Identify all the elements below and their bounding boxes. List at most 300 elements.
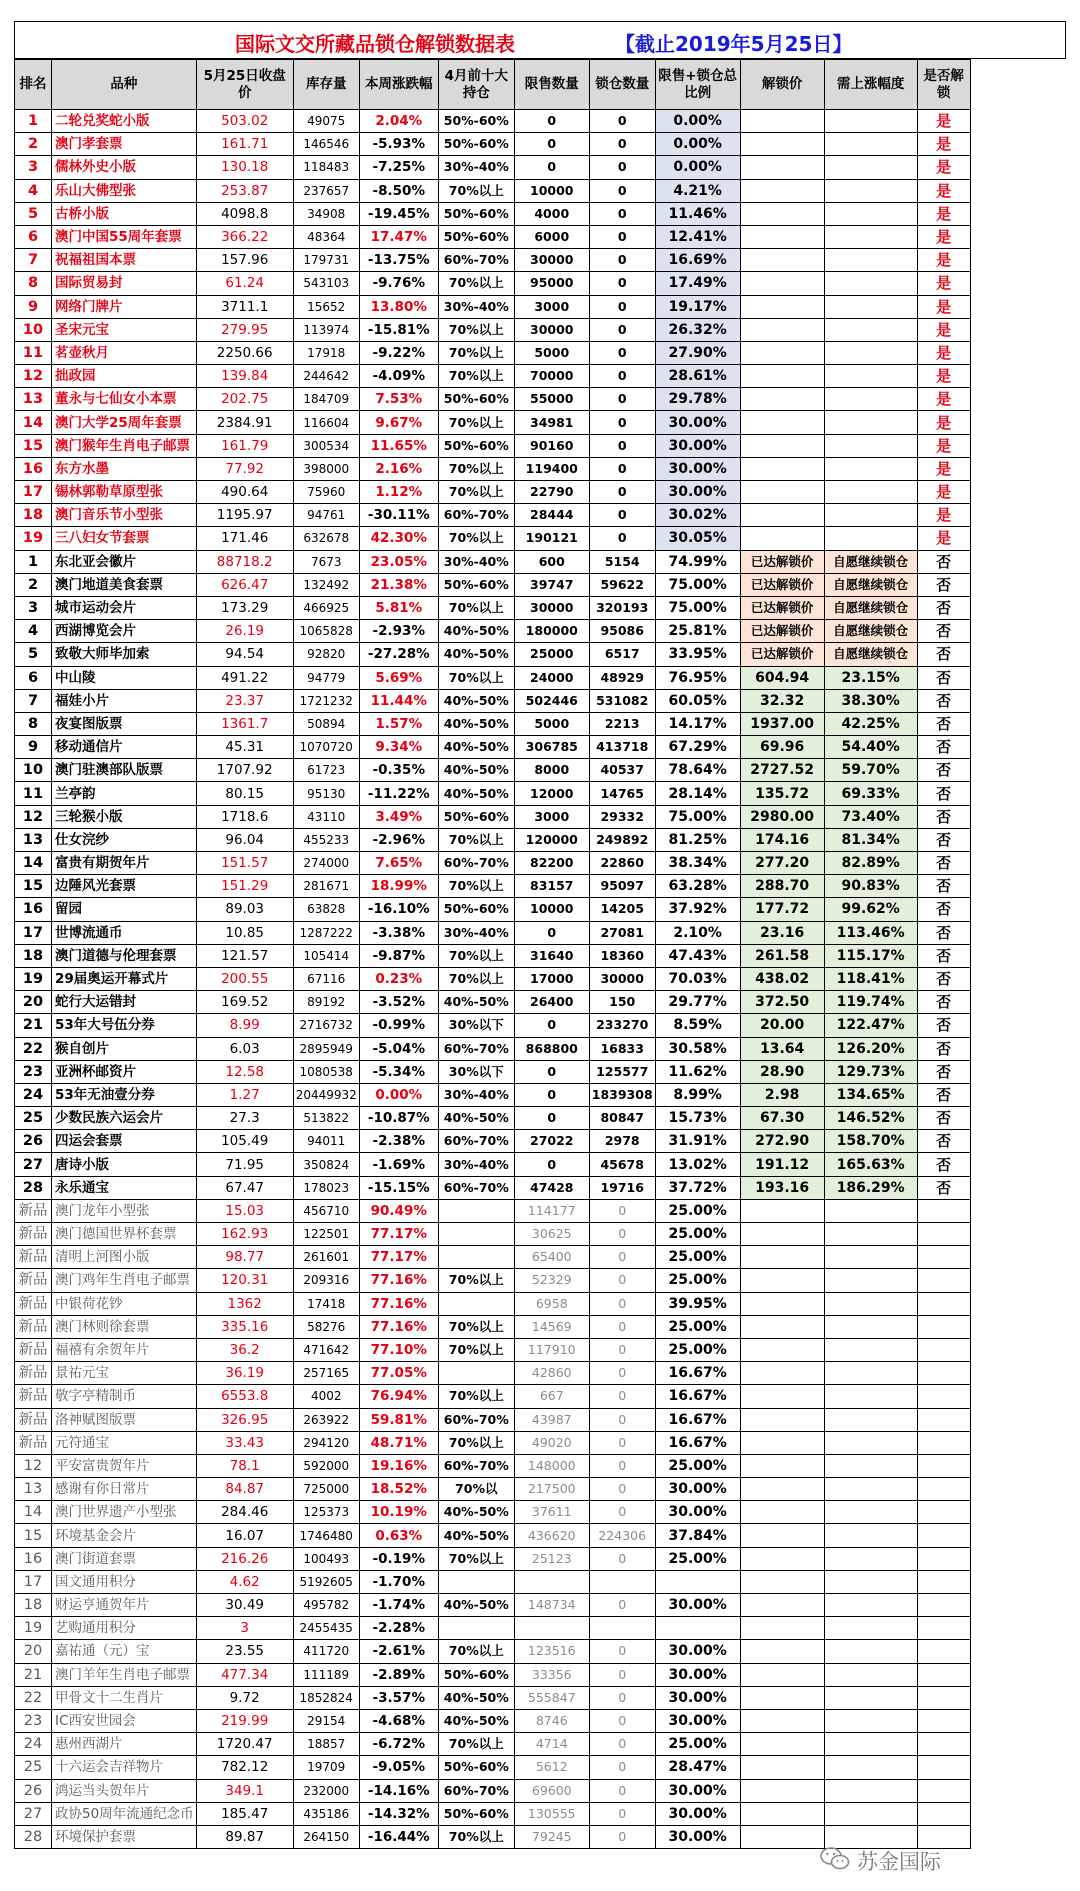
- col-header-unlock-price: 解锁价: [740, 60, 824, 110]
- needed-rise-cell: [824, 365, 917, 388]
- change-cell: 17.47%: [359, 225, 438, 248]
- locked-cell: 0: [589, 1594, 655, 1617]
- unlocked-cell: 否: [917, 1037, 970, 1060]
- unlock-price-cell: 67.30: [740, 1107, 824, 1130]
- name-cell: 环境基金会片: [52, 1524, 197, 1547]
- unlock-price-cell: [740, 1779, 824, 1802]
- name-cell: 东方水墨: [52, 457, 197, 480]
- holding-cell: 30%-40%: [438, 1153, 514, 1176]
- unlock-price-cell: [740, 249, 824, 272]
- unlocked-cell: 是: [917, 249, 970, 272]
- change-cell: -3.38%: [359, 921, 438, 944]
- restricted-cell: 52329: [514, 1269, 589, 1292]
- unlock-price-cell: [740, 133, 824, 156]
- price-cell: 1362: [196, 1292, 293, 1315]
- unlocked-cell: 是: [917, 434, 970, 457]
- locked-cell: 0: [589, 1269, 655, 1292]
- restricted-cell: 502446: [514, 689, 589, 712]
- holding-cell: 70%以上: [438, 527, 514, 550]
- name-cell: 艺购通用积分: [52, 1617, 197, 1640]
- holding-cell: 70%以上: [438, 967, 514, 990]
- change-cell: 7.53%: [359, 388, 438, 411]
- restricted-cell: 33356: [514, 1663, 589, 1686]
- locked-cell: 0: [589, 1663, 655, 1686]
- table-row: [15, 1107, 971, 1130]
- table-row: [15, 1083, 971, 1106]
- stock-cell: 67116: [293, 967, 359, 990]
- change-cell: -10.87%: [359, 1107, 438, 1130]
- stock-cell: 1721232: [293, 689, 359, 712]
- stock-cell: 2716732: [293, 1014, 359, 1037]
- stock-cell: 132492: [293, 573, 359, 596]
- ratio-cell: 25.00%: [655, 1199, 740, 1222]
- table-row: [15, 1478, 971, 1501]
- restricted-cell: 0: [514, 1014, 589, 1037]
- stock-cell: 17418: [293, 1292, 359, 1315]
- change-cell: 77.16%: [359, 1292, 438, 1315]
- stock-cell: 49075: [293, 110, 359, 133]
- holding-cell: 70%以上: [438, 457, 514, 480]
- unlock-price-cell: 69.96: [740, 736, 824, 759]
- ratio-cell: 30.00%: [655, 1686, 740, 1709]
- locked-cell: 125577: [589, 1060, 655, 1083]
- unlocked-cell: 否: [917, 1130, 970, 1153]
- unlocked-cell: 否: [917, 620, 970, 643]
- price-cell: 3: [196, 1617, 293, 1640]
- stock-cell: 92820: [293, 643, 359, 666]
- rank-cell: 2: [15, 133, 52, 156]
- name-cell: 唐诗小版: [52, 1153, 197, 1176]
- ratio-cell: 25.00%: [655, 1223, 740, 1246]
- price-cell: 173.29: [196, 596, 293, 619]
- unlocked-cell: 否: [917, 921, 970, 944]
- needed-rise-cell: [824, 295, 917, 318]
- needed-rise-cell: 118.41%: [824, 967, 917, 990]
- locked-cell: 0: [589, 527, 655, 550]
- restricted-cell: 436620: [514, 1524, 589, 1547]
- needed-rise-cell: [824, 1756, 917, 1779]
- name-cell: 留园: [52, 898, 197, 921]
- unlocked-cell: 否: [917, 805, 970, 828]
- stock-cell: 20449932: [293, 1083, 359, 1106]
- price-cell: 139.84: [196, 365, 293, 388]
- ratio-cell: 30.00%: [655, 1478, 740, 1501]
- name-cell: 致敬大师毕加索: [52, 643, 197, 666]
- restricted-cell: 12000: [514, 782, 589, 805]
- needed-rise-cell: 134.65%: [824, 1083, 917, 1106]
- stock-cell: 29154: [293, 1709, 359, 1732]
- unlock-price-cell: 2980.00: [740, 805, 824, 828]
- locked-cell: 0: [589, 1199, 655, 1222]
- name-cell: 三八妇女节套票: [52, 527, 197, 550]
- needed-rise-cell: 自愿继续锁仓: [824, 550, 917, 573]
- price-cell: 200.55: [196, 967, 293, 990]
- unlock-price-cell: [740, 1431, 824, 1454]
- table-row: [15, 1176, 971, 1199]
- needed-rise-cell: [824, 1292, 917, 1315]
- price-cell: 36.2: [196, 1338, 293, 1361]
- rank-cell: 新品: [15, 1292, 52, 1315]
- holding-cell: 40%-50%: [438, 759, 514, 782]
- price-cell: 219.99: [196, 1709, 293, 1732]
- holding-cell: 60%-70%: [438, 1130, 514, 1153]
- unlocked-cell: 是: [917, 504, 970, 527]
- unlocked-cell: 否: [917, 828, 970, 851]
- restricted-cell: 90160: [514, 434, 589, 457]
- unlocked-cell: 是: [917, 318, 970, 341]
- price-cell: 326.95: [196, 1408, 293, 1431]
- stock-cell: 1287222: [293, 921, 359, 944]
- stock-cell: 184709: [293, 388, 359, 411]
- price-cell: 4098.8: [196, 202, 293, 225]
- change-cell: 2.16%: [359, 457, 438, 480]
- price-cell: 626.47: [196, 573, 293, 596]
- unlock-price-cell: 438.02: [740, 967, 824, 990]
- header-row: [15, 60, 971, 110]
- holding-cell: 30%以下: [438, 1014, 514, 1037]
- restricted-cell: 868800: [514, 1037, 589, 1060]
- restricted-cell: 24000: [514, 666, 589, 689]
- rank-cell: 24: [15, 1733, 52, 1756]
- name-cell: 澳门鸡年生肖电子邮票: [52, 1269, 197, 1292]
- change-cell: -2.93%: [359, 620, 438, 643]
- holding-cell: 70%以上: [438, 341, 514, 364]
- needed-rise-cell: 69.33%: [824, 782, 917, 805]
- unlock-price-cell: [740, 179, 824, 202]
- table-row: [15, 573, 971, 596]
- name-cell: 国际贸易封: [52, 272, 197, 295]
- name-cell: 圣宋元宝: [52, 318, 197, 341]
- stock-cell: 209316: [293, 1269, 359, 1292]
- table-row: [15, 249, 971, 272]
- locked-cell: 0: [589, 388, 655, 411]
- stock-cell: 146546: [293, 133, 359, 156]
- holding-cell: 40%-50%: [438, 620, 514, 643]
- holding-cell: 40%-50%: [438, 712, 514, 735]
- price-cell: 1720.47: [196, 1733, 293, 1756]
- needed-rise-cell: 158.70%: [824, 1130, 917, 1153]
- price-cell: 8.99: [196, 1014, 293, 1037]
- change-cell: -14.16%: [359, 1779, 438, 1802]
- stock-cell: 632678: [293, 527, 359, 550]
- table-row: [15, 411, 971, 434]
- needed-rise-cell: [824, 1362, 917, 1385]
- price-cell: 26.19: [196, 620, 293, 643]
- locked-cell: 531082: [589, 689, 655, 712]
- unlocked-cell: [917, 1315, 970, 1338]
- unlocked-cell: 否: [917, 852, 970, 875]
- table-row: [15, 1269, 971, 1292]
- holding-cell: [438, 1292, 514, 1315]
- name-cell: 澳门猴年生肖电子邮票: [52, 434, 197, 457]
- change-cell: 1.57%: [359, 712, 438, 735]
- unlock-price-cell: [740, 1663, 824, 1686]
- table-row: [15, 1199, 971, 1222]
- restricted-cell: 123516: [514, 1640, 589, 1663]
- name-cell: 城市运动会片: [52, 596, 197, 619]
- needed-rise-cell: [824, 388, 917, 411]
- unlocked-cell: 否: [917, 991, 970, 1014]
- price-cell: 89.87: [196, 1825, 293, 1848]
- rank-cell: 7: [15, 249, 52, 272]
- holding-cell: 50%-60%: [438, 110, 514, 133]
- stock-cell: 100493: [293, 1547, 359, 1570]
- rank-cell: 25: [15, 1107, 52, 1130]
- ratio-cell: 78.64%: [655, 759, 740, 782]
- stock-cell: 435186: [293, 1802, 359, 1825]
- col-header-change: 本周涨跌幅: [359, 60, 438, 110]
- locked-cell: 413718: [589, 736, 655, 759]
- change-cell: 21.38%: [359, 573, 438, 596]
- locked-cell: 1839308: [589, 1083, 655, 1106]
- change-cell: -16.44%: [359, 1825, 438, 1848]
- locked-cell: 320193: [589, 596, 655, 619]
- unlocked-cell: 否: [917, 1153, 970, 1176]
- restricted-cell: 69600: [514, 1779, 589, 1802]
- unlock-price-cell: 604.94: [740, 666, 824, 689]
- locked-cell: 40537: [589, 759, 655, 782]
- restricted-cell: 0: [514, 1107, 589, 1130]
- unlocked-cell: 否: [917, 782, 970, 805]
- change-cell: -15.15%: [359, 1176, 438, 1199]
- change-cell: 11.44%: [359, 689, 438, 712]
- change-cell: -19.45%: [359, 202, 438, 225]
- unlocked-cell: 是: [917, 365, 970, 388]
- price-cell: 23.55: [196, 1640, 293, 1663]
- table-row: [15, 457, 971, 480]
- ratio-cell: 28.61%: [655, 365, 740, 388]
- unlocked-cell: 是: [917, 179, 970, 202]
- change-cell: 0.63%: [359, 1524, 438, 1547]
- needed-rise-cell: 146.52%: [824, 1107, 917, 1130]
- rank-cell: 新品: [15, 1362, 52, 1385]
- price-cell: 2250.66: [196, 341, 293, 364]
- locked-cell: 59622: [589, 573, 655, 596]
- rank-cell: 20: [15, 991, 52, 1014]
- ratio-cell: 26.32%: [655, 318, 740, 341]
- needed-rise-cell: [824, 434, 917, 457]
- change-cell: -9.87%: [359, 944, 438, 967]
- unlock-price-cell: 已达解锁价: [740, 643, 824, 666]
- rank-cell: 15: [15, 875, 52, 898]
- table-row: [15, 1014, 971, 1037]
- unlocked-cell: [917, 1547, 970, 1570]
- price-cell: 161.79: [196, 434, 293, 457]
- ratio-cell: 30.58%: [655, 1037, 740, 1060]
- restricted-cell: 190121: [514, 527, 589, 550]
- unlock-price-cell: 20.00: [740, 1014, 824, 1037]
- ratio-cell: 11.46%: [655, 202, 740, 225]
- table-row: [15, 1802, 971, 1825]
- change-cell: 42.30%: [359, 527, 438, 550]
- locked-cell: 80847: [589, 1107, 655, 1130]
- stock-cell: 179731: [293, 249, 359, 272]
- rank-cell: 28: [15, 1825, 52, 1848]
- table-row: [15, 1709, 971, 1732]
- rank-cell: 新品: [15, 1223, 52, 1246]
- price-cell: 130.18: [196, 156, 293, 179]
- name-cell: 四运会套票: [52, 1130, 197, 1153]
- holding-cell: 40%-50%: [438, 1501, 514, 1524]
- change-cell: -2.38%: [359, 1130, 438, 1153]
- table-row: [15, 1315, 971, 1338]
- unlock-price-cell: 177.72: [740, 898, 824, 921]
- change-cell: 48.71%: [359, 1431, 438, 1454]
- table-row: [15, 272, 971, 295]
- change-cell: -3.52%: [359, 991, 438, 1014]
- unlock-price-cell: [740, 365, 824, 388]
- locked-cell: 0: [589, 1640, 655, 1663]
- price-cell: 782.12: [196, 1756, 293, 1779]
- ratio-cell: 19.17%: [655, 295, 740, 318]
- holding-cell: 70%以上: [438, 318, 514, 341]
- holding-cell: 60%-70%: [438, 504, 514, 527]
- table-row: [15, 202, 971, 225]
- table-row: [15, 1037, 971, 1060]
- restricted-cell: 47428: [514, 1176, 589, 1199]
- ratio-cell: 30.00%: [655, 481, 740, 504]
- holding-cell: 70%以上: [438, 828, 514, 851]
- restricted-cell: 39747: [514, 573, 589, 596]
- locked-cell: 48929: [589, 666, 655, 689]
- locked-cell: 0: [589, 365, 655, 388]
- unlock-price-cell: [740, 1686, 824, 1709]
- change-cell: -1.69%: [359, 1153, 438, 1176]
- rank-cell: 12: [15, 365, 52, 388]
- rank-cell: 17: [15, 1570, 52, 1593]
- ratio-cell: 37.92%: [655, 898, 740, 921]
- ratio-cell: 16.67%: [655, 1362, 740, 1385]
- unlock-price-cell: 已达解锁价: [740, 620, 824, 643]
- ratio-cell: 75.00%: [655, 805, 740, 828]
- unlocked-cell: 是: [917, 527, 970, 550]
- locked-cell: 0: [589, 1501, 655, 1524]
- unlocked-cell: [917, 1408, 970, 1431]
- rank-cell: 21: [15, 1663, 52, 1686]
- unlocked-cell: [917, 1223, 970, 1246]
- needed-rise-cell: [824, 110, 917, 133]
- needed-rise-cell: 自愿继续锁仓: [824, 573, 917, 596]
- rank-cell: 19: [15, 527, 52, 550]
- ratio-cell: 25.00%: [655, 1454, 740, 1477]
- rank-cell: 7: [15, 689, 52, 712]
- table-row: [15, 689, 971, 712]
- change-cell: 5.81%: [359, 596, 438, 619]
- restricted-cell: 6958: [514, 1292, 589, 1315]
- locked-cell: 150: [589, 991, 655, 1014]
- unlock-price-cell: 272.90: [740, 1130, 824, 1153]
- needed-rise-cell: [824, 1640, 917, 1663]
- stock-cell: 118483: [293, 156, 359, 179]
- name-cell: 祝福祖国本票: [52, 249, 197, 272]
- stock-cell: 48364: [293, 225, 359, 248]
- price-cell: 15.03: [196, 1199, 293, 1222]
- holding-cell: 70%以上: [438, 1640, 514, 1663]
- needed-rise-cell: 119.74%: [824, 991, 917, 1014]
- unlocked-cell: 是: [917, 411, 970, 434]
- ratio-cell: 74.99%: [655, 550, 740, 573]
- name-cell: 蛇行大运错封: [52, 991, 197, 1014]
- unlocked-cell: [917, 1802, 970, 1825]
- unlock-price-cell: [740, 295, 824, 318]
- needed-rise-cell: 42.25%: [824, 712, 917, 735]
- unlock-price-cell: [740, 272, 824, 295]
- locked-cell: 224306: [589, 1524, 655, 1547]
- name-cell: 鸿运当头贺年片: [52, 1779, 197, 1802]
- change-cell: -2.61%: [359, 1640, 438, 1663]
- table-row: [15, 1246, 971, 1269]
- holding-cell: 50%-60%: [438, 805, 514, 828]
- unlock-price-cell: [740, 388, 824, 411]
- restricted-cell: 28444: [514, 504, 589, 527]
- ratio-cell: 25.00%: [655, 1246, 740, 1269]
- change-cell: -0.35%: [359, 759, 438, 782]
- change-cell: 2.04%: [359, 110, 438, 133]
- change-cell: 77.17%: [359, 1246, 438, 1269]
- stock-cell: 350824: [293, 1153, 359, 1176]
- price-cell: 89.03: [196, 898, 293, 921]
- name-cell: 董永与七仙女小本票: [52, 388, 197, 411]
- unlocked-cell: [917, 1269, 970, 1292]
- needed-rise-cell: 113.46%: [824, 921, 917, 944]
- rank-cell: 13: [15, 828, 52, 851]
- unlock-price-cell: [740, 202, 824, 225]
- holding-cell: 70%以上: [438, 1431, 514, 1454]
- rank-cell: 21: [15, 1014, 52, 1037]
- stock-cell: 178023: [293, 1176, 359, 1199]
- holding-cell: 60%-70%: [438, 1779, 514, 1802]
- holding-cell: 50%-60%: [438, 388, 514, 411]
- restricted-cell: 3000: [514, 805, 589, 828]
- locked-cell: 22860: [589, 852, 655, 875]
- restricted-cell: 0: [514, 921, 589, 944]
- locked-cell: 0: [589, 504, 655, 527]
- holding-cell: 70%以上: [438, 411, 514, 434]
- restricted-cell: 217500: [514, 1478, 589, 1501]
- rank-cell: 23: [15, 1060, 52, 1083]
- needed-rise-cell: 81.34%: [824, 828, 917, 851]
- stock-cell: 261601: [293, 1246, 359, 1269]
- name-cell: 澳门羊年生肖电子邮票: [52, 1663, 197, 1686]
- rank-cell: 25: [15, 1756, 52, 1779]
- restricted-cell: 0: [514, 133, 589, 156]
- name-cell: 猴自创片: [52, 1037, 197, 1060]
- unlocked-cell: 否: [917, 1176, 970, 1199]
- change-cell: -2.89%: [359, 1663, 438, 1686]
- unlocked-cell: [917, 1686, 970, 1709]
- title-row: [14, 21, 1066, 59]
- restricted-cell: 5612: [514, 1756, 589, 1779]
- unlock-price-cell: [740, 411, 824, 434]
- stock-cell: 237657: [293, 179, 359, 202]
- stock-cell: 1070720: [293, 736, 359, 759]
- locked-cell: 0: [589, 1733, 655, 1756]
- stock-cell: 5192605: [293, 1570, 359, 1593]
- price-cell: 216.26: [196, 1547, 293, 1570]
- rank-cell: 6: [15, 666, 52, 689]
- locked-cell: 2978: [589, 1130, 655, 1153]
- ratio-cell: 11.62%: [655, 1060, 740, 1083]
- unlocked-cell: 是: [917, 110, 970, 133]
- unlocked-cell: [917, 1524, 970, 1547]
- col-header-holding: 4月前十大持仓: [438, 60, 514, 110]
- restricted-cell: 6000: [514, 225, 589, 248]
- change-cell: -0.19%: [359, 1547, 438, 1570]
- price-cell: 491.22: [196, 666, 293, 689]
- rank-cell: 新品: [15, 1338, 52, 1361]
- change-cell: -1.74%: [359, 1594, 438, 1617]
- price-cell: 185.47: [196, 1802, 293, 1825]
